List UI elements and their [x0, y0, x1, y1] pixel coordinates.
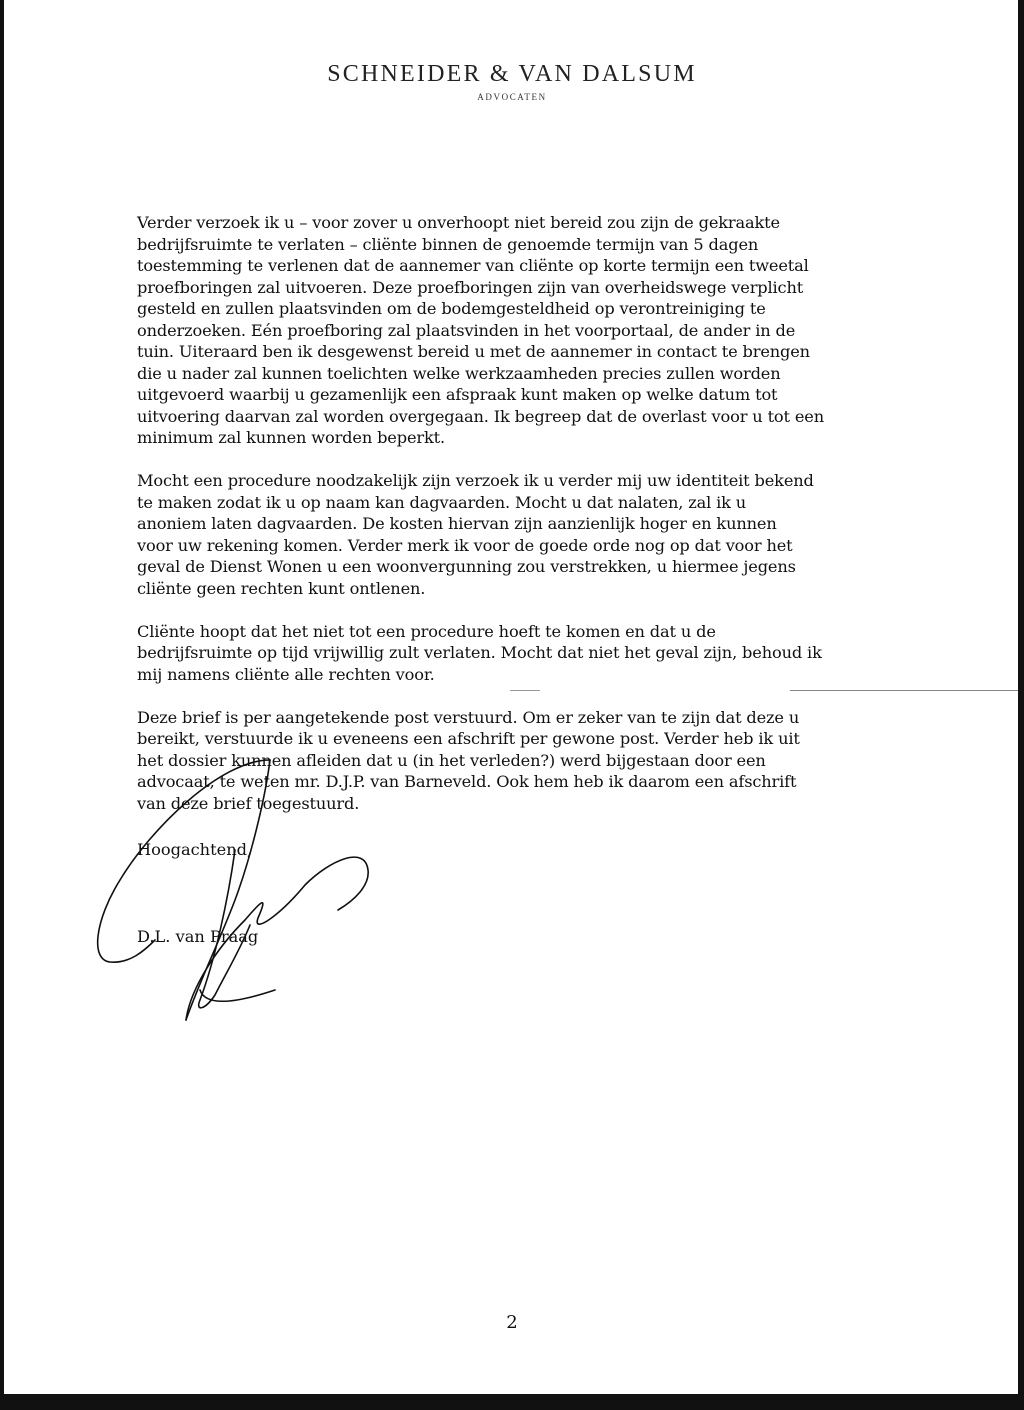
paragraph-identity: Mocht een procedure noodzakelijk zijn verzoek ik u verder mij uw identiteit bekend te maken zodat ik u op naam kan dagvaarden. Mocht u dat nalaten, zal ik u anoniem laten dagvaarden. De kosten hiervan zijn aanzienlijk hoger en kunnen voor uw rekening komen. Verder merk ik voor de goede orde nog op dat voor het geval de Dienst Wonen u een woonvergunning zou verstrekken, u hiermee jegens cliënte geen rechten kunt ontlenen. [137, 471, 814, 598]
firm-subtitle: ADVOCATEN [477, 92, 547, 102]
paragraph-procedure: Cliënte hoopt dat het niet tot een procedure hoeft te komen en dat u de bedrijfsruimte op tijd vrijwillig zult verlaten. Mocht dat niet het geval zijn, behoud ik mij namens cliënte alle rechten voor. [137, 621, 822, 684]
page-number: 2 [506, 1312, 518, 1333]
letterhead [0, 60, 1024, 102]
paragraph-delivery: Deze brief is per aangetekende post verstuurd. Om er zeker van te zijn dat deze u bereikt, verstuurde ik u eveneens een afschrift per gewone post. Verder heb ik uit het dossier kunnen afleiden dat u (in het verleden?) werd bijgestaan door een advocaat, te weten mr. D.J.P. van Barneveld. Ook hem heb ik daarom een afschrift van deze brief toegestuurd. [137, 707, 800, 813]
scan-edge-bottom [0, 1394, 1024, 1410]
sender-name: D.L. van Praag [137, 927, 259, 946]
scan-artifact-line [790, 690, 1018, 691]
closing-salutation: Hoogachtend, [137, 840, 253, 859]
letter-body [137, 212, 927, 836]
firm-name: SCHNEIDER & VAN DALSUM [327, 61, 697, 87]
scan-artifact-line [510, 690, 540, 691]
signature-stroke [200, 990, 275, 1001]
scan-edge-right [1018, 0, 1024, 1410]
paragraph-test-drilling: Verder verzoek ik u – voor zover u onverhoopt niet bereid zou zijn de gekraakte bedrijfsruimte te verlaten – cliënte binnen de genoemde termijn van 5 dagen toestemming te verlenen dat de aannemer van cliënte op korte termijn een tweetal proefboringen zal uitvoeren. Deze proefboringen zijn van overheidswege verplicht gesteld en zullen plaatsvinden om de bodemgesteldheid op verontreiniging te onderzoeken. Eén proefboring zal plaatsvinden in het voorportaal, de ander in de tuin. Uiteraard ben ik desgewenst bereid u met de aannemer in contact te brengen die u nader zal kunnen toelichten welke werkzaamheden precies zullen worden uitgevoerd waarbij u gezamenlijk een afspraak kunt maken op welke datum tot uitvoering daarvan zal worden overgegaan. Ik begreep dat de overlast voor u tot een minimum zal kunnen worden beperkt. [137, 213, 825, 447]
scan-edge-left [0, 0, 4, 1410]
